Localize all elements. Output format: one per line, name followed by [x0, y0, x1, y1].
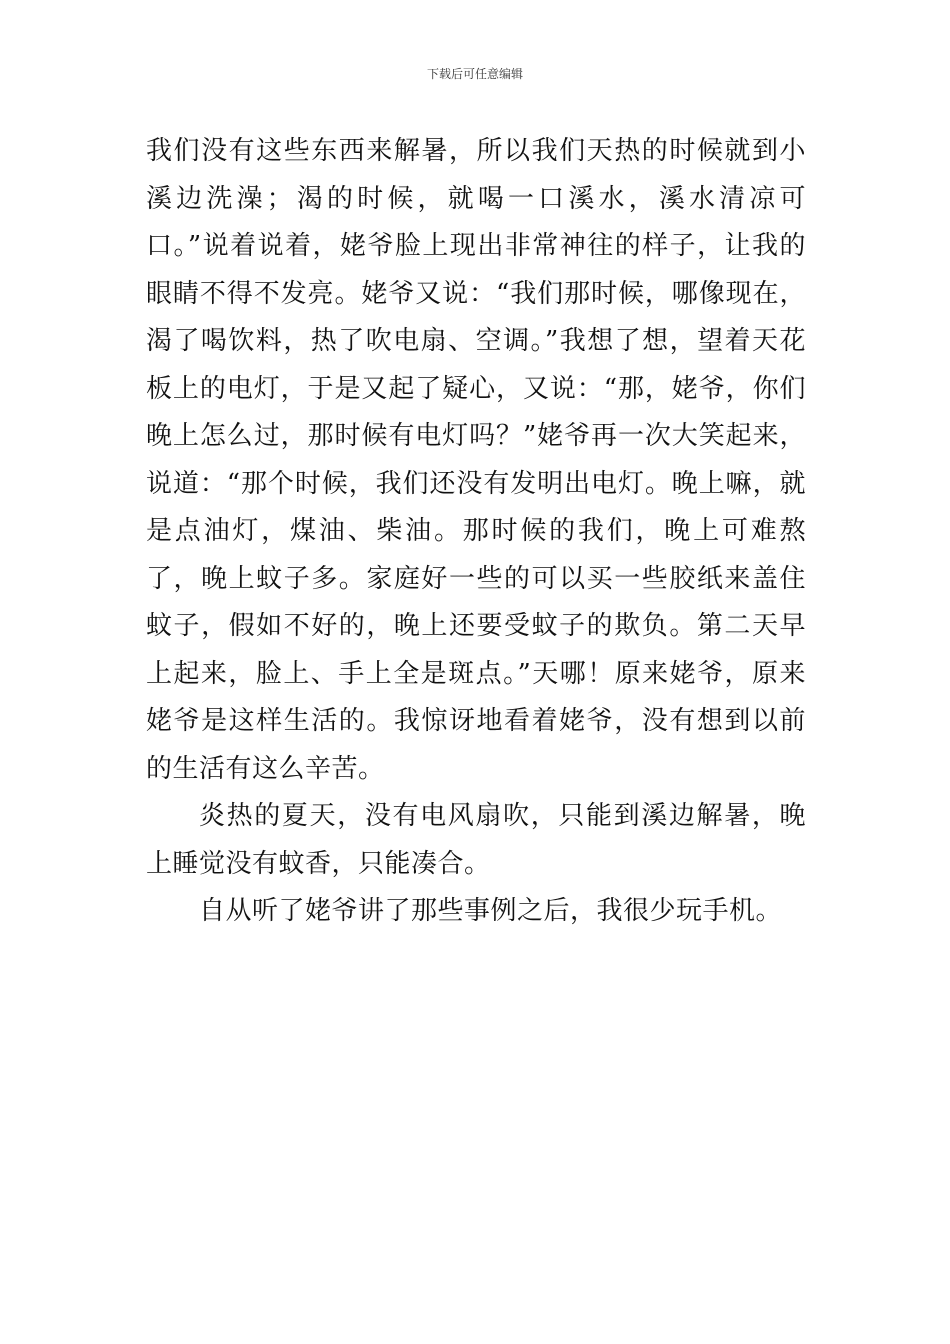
- document-body: [146, 128, 806, 936]
- paragraph-2: 炎热的夏天，没有电风扇吹，只能到溪边解暑，晚上睡觉没有蚊香，只能凑合。: [146, 801, 806, 879]
- paragraph-1: 我们没有这些东西来解暑，所以我们天热的时候就到小溪边洗澡；渴的时候，就喝一口溪水，溪水清凉可口。”说着说着，姥爷脸上现出非常神往的样子，让我的眼睛不得不发亮。姥爷又说：“我们那时候，哪像现在，渴了喝饮料，热了吹电扇、空调。”我想了想，望着天花板上的电灯，于是又起了疑心，又说：“那，姥爷，你们晚上怎么过，那时候有电灯吗？”姥爷再一次大笑起来，说道：“那个时候，我们还没有发明出电灯。晚上嘛，就是点油灯，煤油、柴油。那时候的我们，晚上可难熬了，晚上蚊子多。家庭好一些的可以买一些胶纸来盖住蚊子，假如不好的，晚上还要受蚊子的欺负。第二天早上起来，脸上、手上全是斑点。”天哪！原来姥爷，原来姥爷是这样生活的。我惊讶地看着姥爷，没有想到以前的生活有这么辛苦。: [146, 136, 806, 784]
- paragraph-3: 自从听了姥爷讲了那些事例之后，我很少玩手机。: [199, 896, 783, 926]
- page-header: 下载后可任意编辑: [426, 67, 523, 81]
